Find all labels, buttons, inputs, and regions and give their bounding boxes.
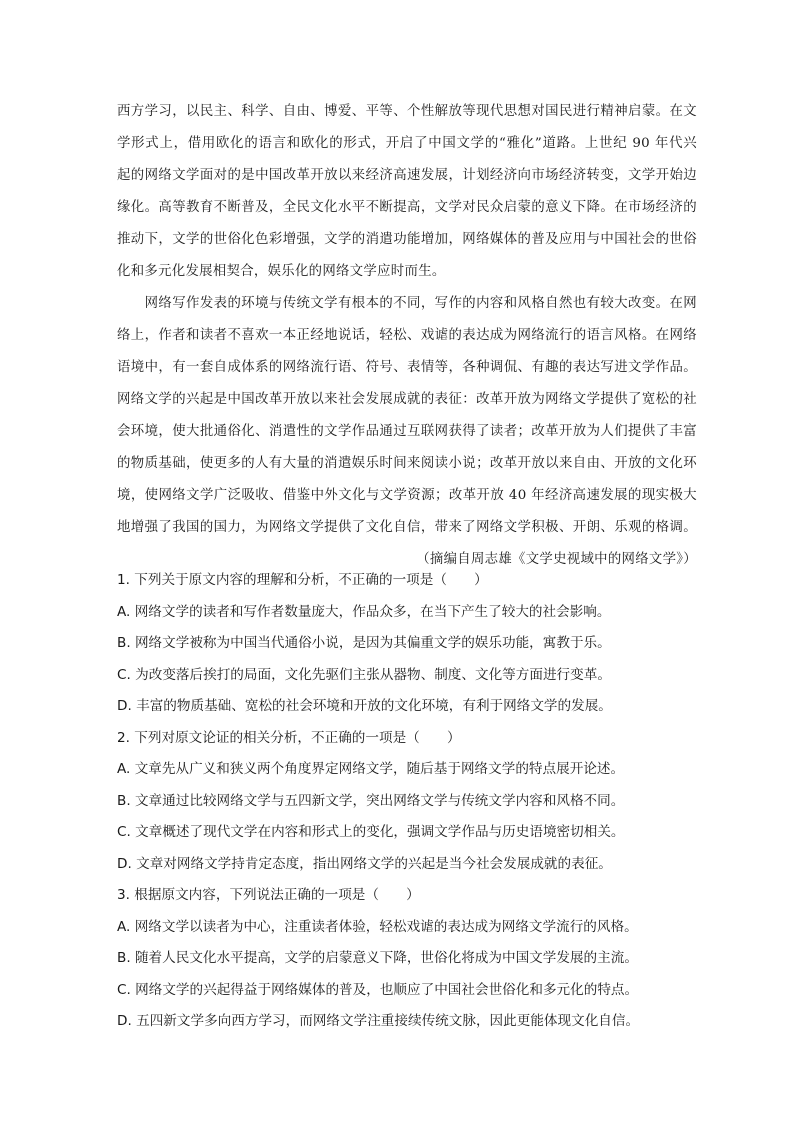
passage-line: 西方学习，以民主、科学、自由、博爱、平等、个性解放等现代思想对国民进行精神启蒙。在文	[117, 104, 697, 119]
passage-line: 起的网络文学面对的是中国改革开放以来经济高速发展，计划经济向市场经济转变，文学开始边	[117, 168, 697, 183]
passage-line: 化和多元化发展相契合，娱乐化的网络文学应时而生。	[117, 264, 446, 279]
question-option: C. 文章概述了现代文学在内容和形式上的变化，强调文学作品与历史语境密切相关。	[117, 824, 625, 840]
question-option: B. 随着人民文化水平提高，文学的启蒙意义下降，世俗化将成为中国文学发展的主流。	[117, 950, 638, 966]
passage-source: （摘编自周志雄《文学史视域中的网络文学》）	[416, 552, 697, 567]
passage-line: 语境中，有一套自成体系的网络流行语、符号、表情等，各种调侃、有趣的表达写进文学作品。	[117, 360, 697, 375]
question-stem: 2. 下列对原文论证的相关分析，不正确的一项是（ ）	[117, 729, 461, 746]
question-option: A. 文章先从广义和狭义两个角度界定网络文学，随后基于网络文学的特点展开论述。	[117, 761, 625, 777]
passage-line: 络上，作者和读者不喜欢一本正经地说话，轻松、戏谑的表达成为网络流行的语言风格。在网络	[117, 328, 697, 343]
passage-line: 推动下，文学的世俗化色彩增强，文学的消遣功能增加，网络媒体的普及应用与中国社会的世俗	[117, 232, 697, 247]
question-option: D. 五四新文学多向西方学习，而网络文学注重接续传统文脉，因此更能体现文化自信。	[117, 1013, 640, 1029]
passage-line: 会环境，使大批通俗化、消遣性的文学作品通过互联网获得了读者；改革开放为人们提供了丰富	[117, 424, 697, 439]
question-option: D. 文章对网络文学持肯定态度，指出网络文学的兴起是当今社会发展成就的表征。	[117, 855, 612, 872]
question-option: C. 网络文学的兴起得益于网络媒体的普及，也顺应了中国社会世俗化和多元化的特点。	[117, 981, 639, 998]
question-option: B. 文章通过比较网络文学与五四新文学，突出网络文学与传统文学内容和风格不同。	[117, 792, 625, 809]
reading-passage	[117, 96, 697, 576]
question-option: D. 丰富的物质基础、宽松的社会环境和开放的文化环境，有利于网络文学的发展。	[117, 698, 612, 714]
question-option: A. 网络文学以读者为中心，注重读者体验，轻松戏谑的表达成为网络文学流行的风格。	[117, 918, 638, 935]
question-option: C. 为改变落后挨打的局面，文化先驱们主张从器物、制度、文化等方面进行变革。	[117, 666, 611, 683]
passage-line: 网络文学的兴起是中国改革开放以来社会发展成就的表征：改革开放为网络文学提供了宽松的社	[117, 392, 697, 407]
passage-line: 缘化。高等教育不断普及，全民文化水平不断提高，文学对民众启蒙的意义下降。在市场经济的	[117, 200, 697, 215]
question-stem: 3. 根据原文内容，下列说法正确的一项是（ ）	[117, 887, 420, 903]
passage-line: 地增强了我国的国力，为网络文学提供了文化自信，带来了网络文学积极、开朗、乐观的格调。	[117, 520, 697, 535]
question-option: A. 网络文学的读者和写作者数量庞大，作品众多，在当下产生了较大的社会影响。	[117, 603, 611, 620]
question-option: B. 网络文学被称为中国当代通俗小说，是因为其偏重文学的娱乐功能，寓教于乐。	[117, 635, 611, 651]
question-list	[117, 565, 697, 1038]
passage-line: 境，使网络文学广泛吸收、借鉴中外文化与文学资源；改革开放 40 年经济高速发展的现实极大	[117, 488, 697, 503]
passage-line: 的物质基础，使更多的人有大量的消遣娱乐时间来阅读小说；改革开放以来自由、开放的文化环	[117, 456, 697, 471]
passage-line: 网络写作发表的环境与传统文学有根本的不同，写作的内容和风格自然也有较大改变。在网	[117, 296, 697, 311]
passage-line: 学形式上，借用欧化的语言和欧化的形式，开启了中国文学的“雅化”道路。上世纪 90 年代兴	[117, 136, 697, 151]
question-stem: 1. 下列关于原文内容的理解和分析，不正确的一项是（ ）	[117, 572, 488, 588]
